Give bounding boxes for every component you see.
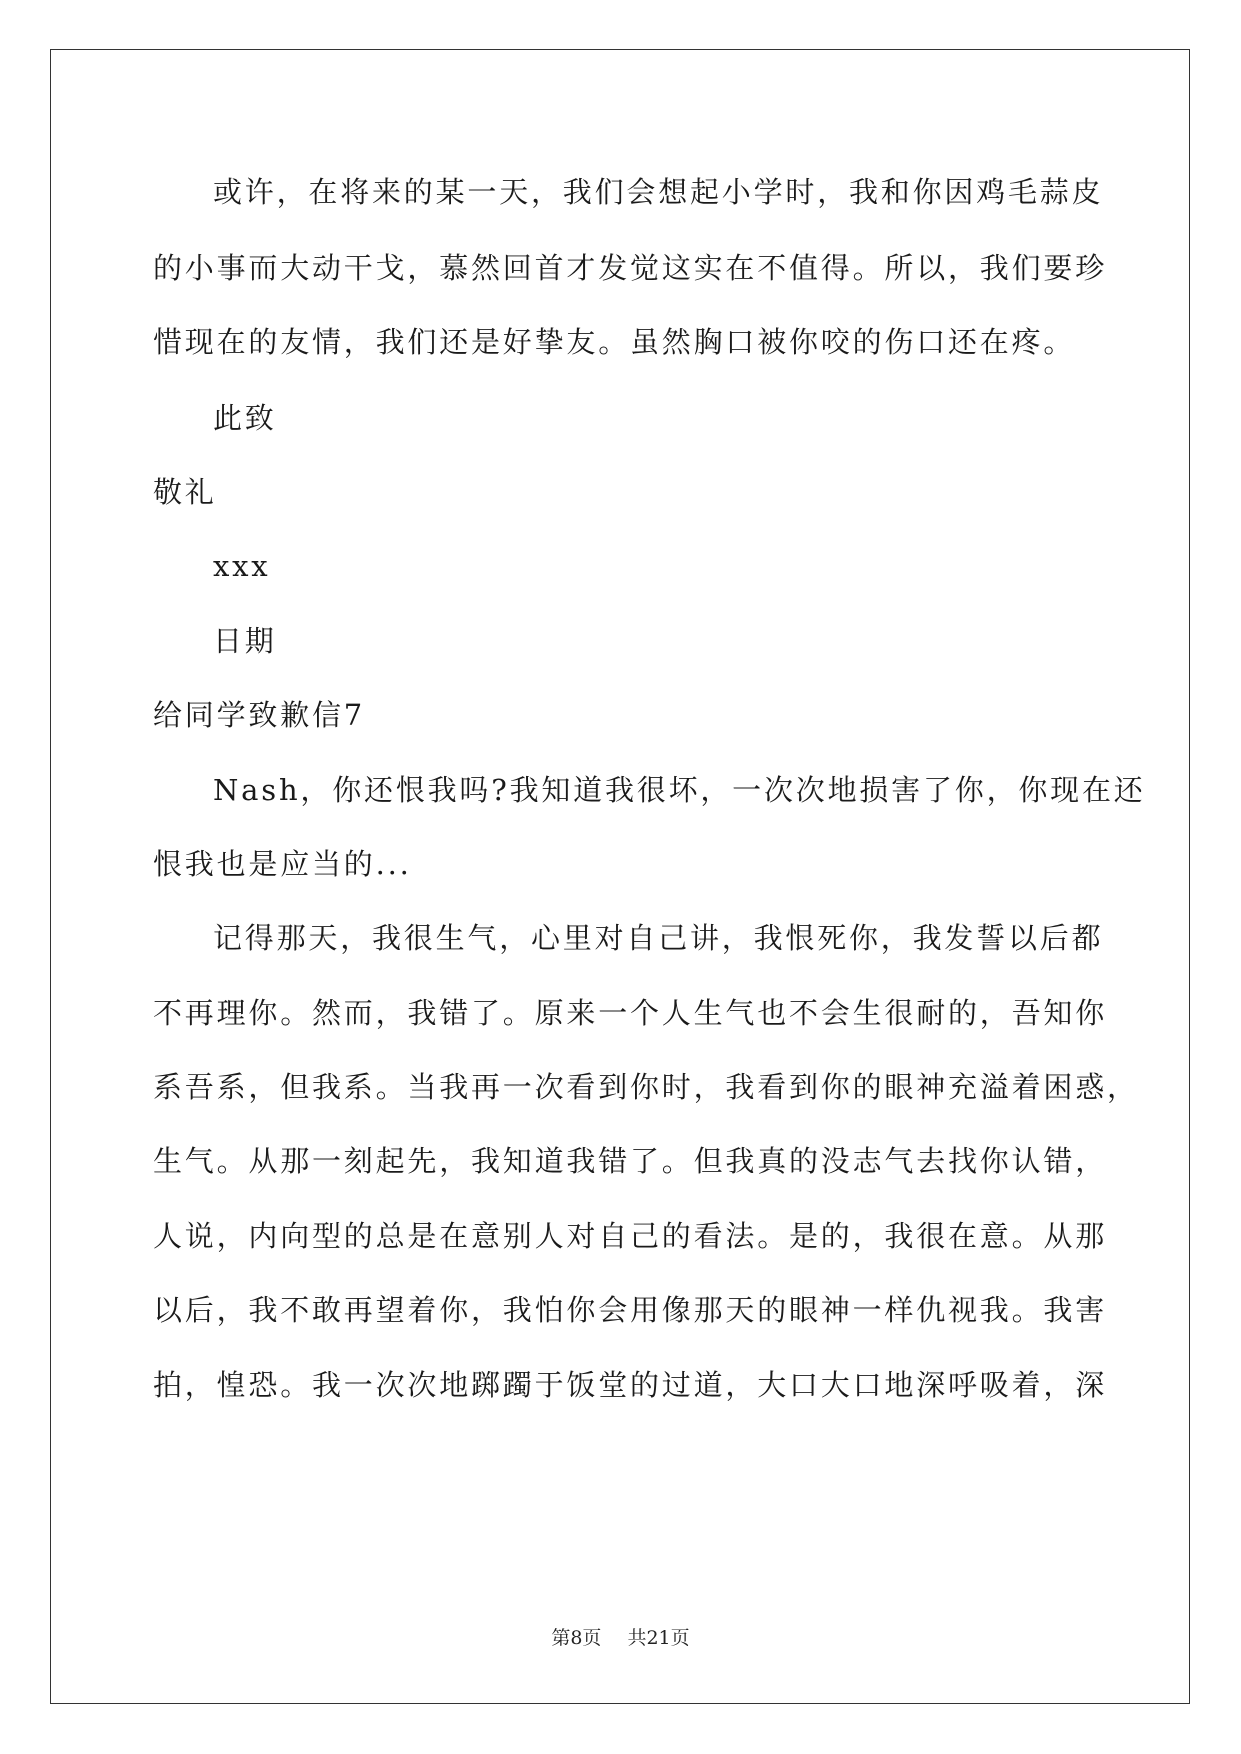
paragraph-line: 记得那天，我很生气，心里对自己讲，我恨死你，我发誓以后都 [213,921,1104,955]
paragraph-line: 系吾系，但我系。当我再一次看到你时，我看到你的眼神充溢着困惑， [153,1070,1139,1104]
page-total: 共21页 [627,1627,690,1649]
paragraph-line: 恨我也是应当的... [153,847,412,881]
closing-regards: 敬礼 [153,475,217,509]
section-heading: 给同学致歉信7 [153,698,366,732]
paragraph-line: 不再理你。然而，我错了。原来一个人生气也不会生很耐的，吾知你 [153,996,1108,1030]
paragraph-line: 生气。从那一刻起先，我知道我错了。但我真的没志气去找你认错， [153,1144,1108,1178]
date-label: 日期 [213,624,277,658]
paragraph-line: 人说，内向型的总是在意别人对自己的看法。是的，我很在意。从那 [153,1219,1108,1253]
closing-salutation: 此致 [213,401,277,435]
paragraph-line: 惜现在的友情，我们还是好挚友。虽然胸口被你咬的伤口还在疼。 [153,325,1076,359]
page-number: 第8页 [551,1627,602,1649]
page-footer [0,1626,1241,1650]
paragraph-line: 拍，惶恐。我一次次地踯躅于饭堂的过道，大口大口地深呼吸着，深 [153,1368,1108,1402]
paragraph-line: 或许，在将来的某一天，我们会想起小学时，我和你因鸡毛蒜皮 [213,175,1104,209]
paragraph-line: 以后，我不敢再望着你，我怕你会用像那天的眼神一样仇视我。我害 [153,1293,1108,1327]
paragraph-line: 的小事而大动干戈，慕然回首才发觉这实在不值得。所以，我们要珍 [153,251,1108,285]
signature: xxx [213,549,271,583]
paragraph-line: Nash，你还恨我吗?我知道我很坏，一次次地损害了你，你现在还 [213,773,1146,807]
